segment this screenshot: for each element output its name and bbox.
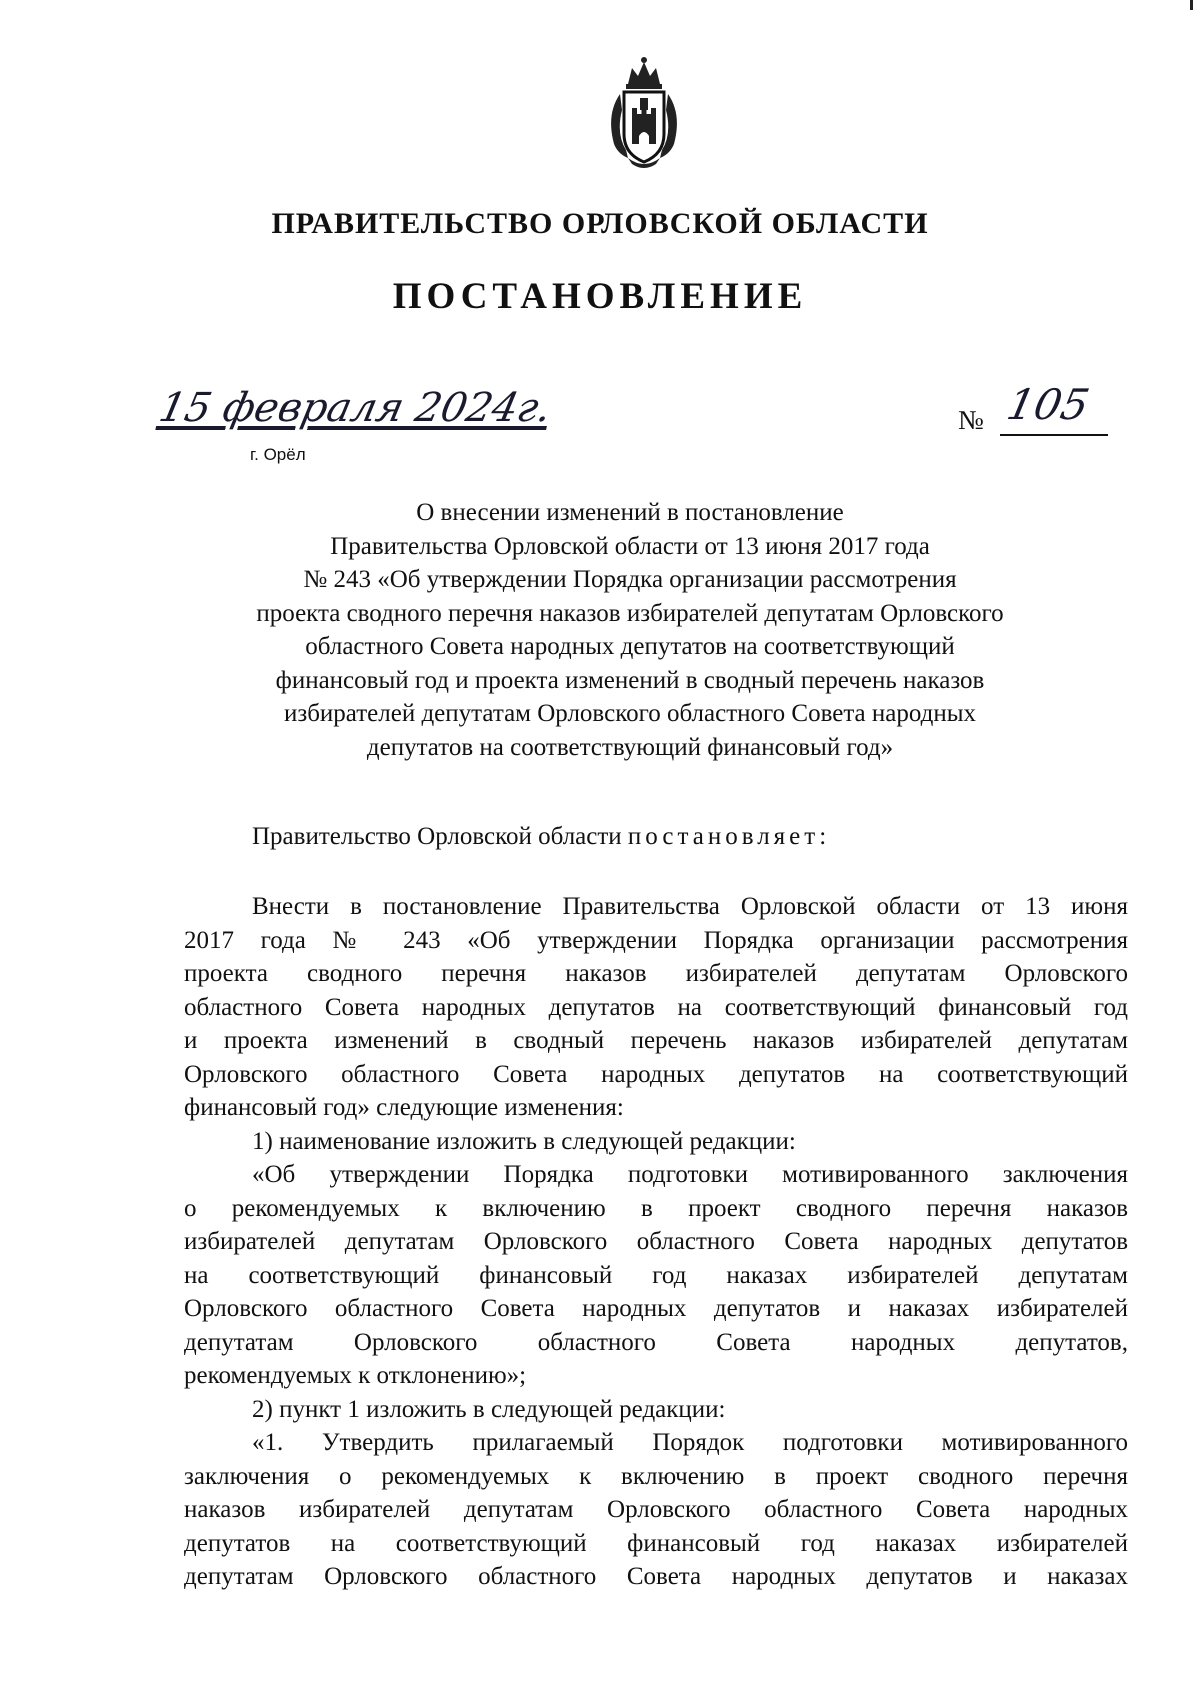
body-line: финансовый год» следующие изменения: bbox=[184, 1094, 624, 1121]
document-date: 15 февраля 2024г. bbox=[155, 385, 556, 431]
document-city: г. Орёл bbox=[250, 445, 306, 464]
body-line: избирателей депутатам Орловского областного Совета народных депутатов bbox=[184, 1228, 1128, 1255]
body-line: о рекомендуемых к включению в проект сводного перечня наказов bbox=[184, 1194, 1128, 1222]
document-body bbox=[184, 890, 1128, 1594]
document-type: ПОСТАНОВЛЕНИЕ bbox=[392, 276, 808, 317]
body-line: Орловского областного Совета народных депутатов на соответствующий bbox=[184, 1060, 1128, 1088]
document-subject bbox=[160, 496, 1100, 764]
preamble-verb: постановляет: bbox=[627, 823, 831, 850]
number-label: № bbox=[958, 405, 984, 435]
body-line: депутатам Орловского областного Совета народных депутатов и наказах bbox=[184, 1563, 1128, 1590]
body-line: «Об утверждении Порядка подготовки мотивированного заключения bbox=[252, 1161, 1128, 1188]
subject-line: областного Совета народных депутатов на соответствующий bbox=[305, 633, 955, 660]
scan-mark bbox=[1190, 0, 1193, 10]
subject-line: проекта сводного перечня наказов избирателей депутатам Орловского bbox=[256, 599, 1004, 627]
preamble-text: Правительство Орловской области bbox=[252, 823, 628, 850]
body-line: и проекта изменений в сводный перечень наказов избирателей депутатам bbox=[184, 1027, 1128, 1054]
body-line: «1. Утвердить прилагаемый Порядок подготовки мотивированного bbox=[252, 1429, 1128, 1456]
body-line: 2) пункт 1 изложить в следующей редакции: bbox=[252, 1395, 726, 1423]
body-line: областного Совета народных депутатов на соответствующий финансовый год bbox=[184, 993, 1128, 1021]
body-line: депутатам Орловского областного Совета народных депутатов, bbox=[184, 1328, 1128, 1356]
body-line: рекомендуемых к отклонению»; bbox=[184, 1362, 527, 1389]
body-line: депутатов на соответствующий финансовый год наказах избирателей bbox=[184, 1529, 1128, 1557]
document-number: 105 bbox=[1002, 380, 1094, 429]
body-line: заключения о рекомендуемых к включению в проект сводного перечня bbox=[184, 1462, 1128, 1490]
body-line: на соответствующий финансовый год наказах избирателей депутатам bbox=[184, 1261, 1128, 1289]
coat-of-arms-icon bbox=[598, 54, 690, 172]
body-line: Орловского областного Совета народных депутатов и наказах избирателей bbox=[184, 1295, 1128, 1322]
subject-line: избирателей депутатам Орловского областного Совета народных bbox=[283, 700, 977, 727]
body-line: 2017 года № 243 «Об утверждении Порядка организации рассмотрения bbox=[184, 926, 1128, 954]
subject-line: № 243 «Об утверждении Порядка организации рассмотрения bbox=[303, 566, 957, 593]
body-line: 1) наименование изложить в следующей редакции: bbox=[252, 1127, 796, 1155]
body-line: проекта сводного перечня наказов избирателей депутатам Орловского bbox=[184, 960, 1128, 987]
body-line: Внести в постановление Правительства Орловской области от 13 июня bbox=[252, 893, 1128, 920]
body-line: наказов избирателей депутатам Орловского областного Совета народных bbox=[184, 1496, 1128, 1523]
preamble bbox=[252, 823, 830, 851]
subject-line: финансовый год и проекта изменений в сводный перечень наказов bbox=[275, 666, 985, 694]
subject-line: депутатов на соответствующий финансовый год» bbox=[366, 733, 894, 761]
organization-title: ПРАВИТЕЛЬСТВО ОРЛОВСКОЙ ОБЛАСТИ bbox=[271, 207, 929, 240]
subject-line: Правительства Орловской области от 13 июня 2017 года bbox=[330, 532, 930, 560]
subject-line: О внесении изменений в постановление bbox=[416, 499, 844, 526]
number-underline bbox=[1000, 434, 1108, 436]
